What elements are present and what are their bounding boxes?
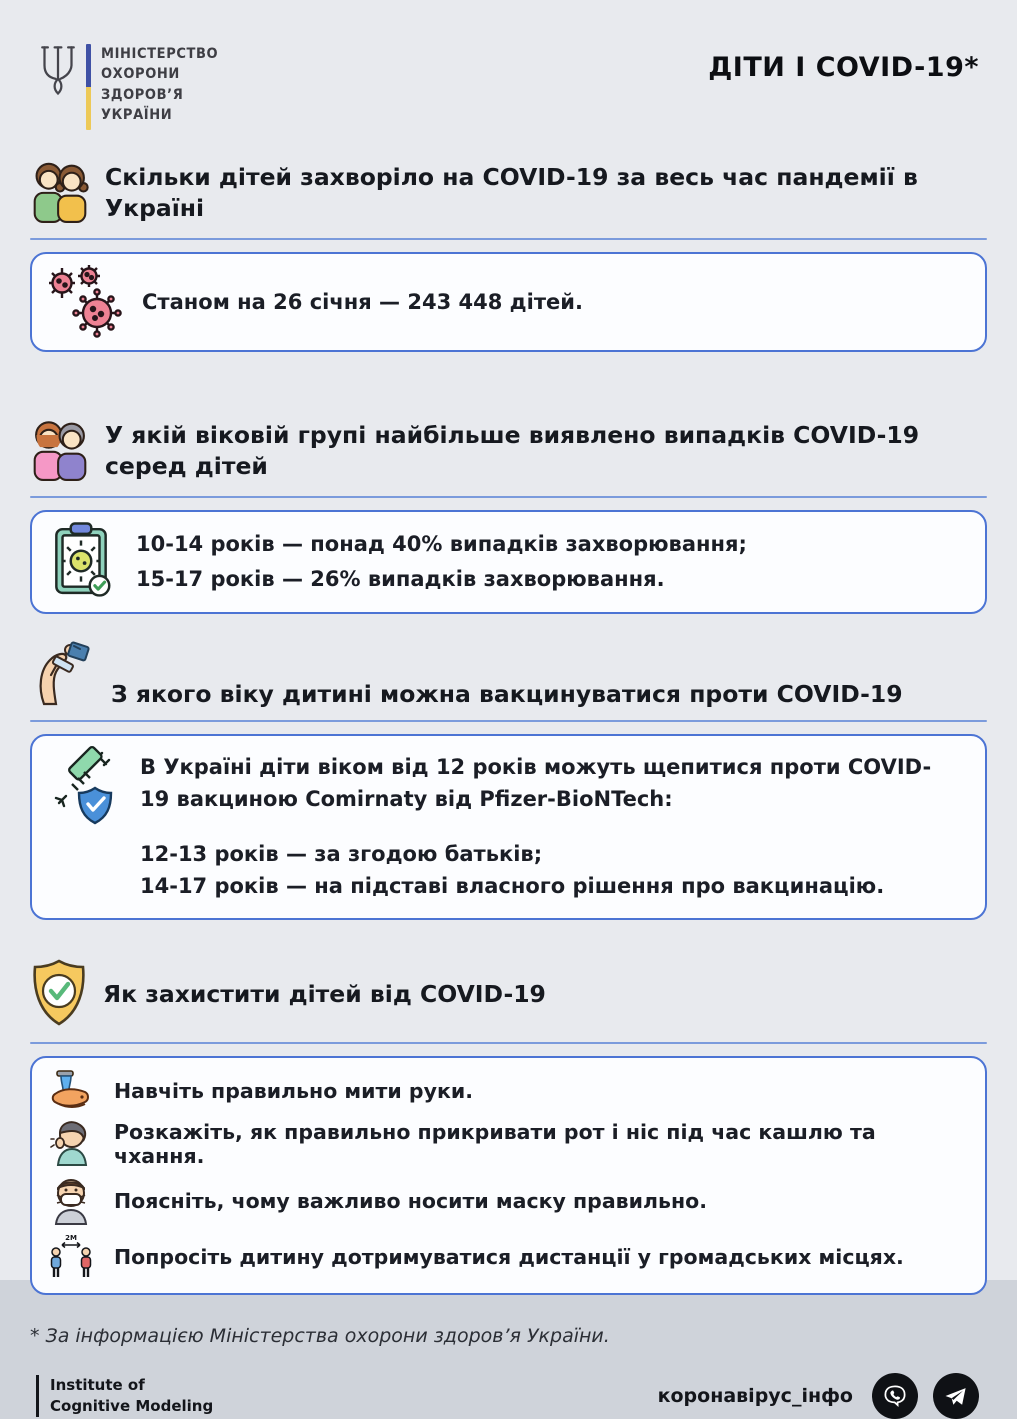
section-heading: З якого віку дитині можна вакцинуватися проти COVID-19 <box>111 679 903 708</box>
protection-tips-card <box>30 1056 987 1295</box>
section-vaccination-age <box>30 640 987 920</box>
distance-label: 2M <box>65 1234 77 1242</box>
clipboard-virus-icon <box>48 522 114 602</box>
section-heading: Скільки дітей захворіло на COVID-19 за весь час пандемії в Україні <box>105 162 918 222</box>
section-protection <box>30 958 987 1295</box>
tip-row <box>48 1176 965 1226</box>
vaccination-rule: 12-13 років — за згодою батьків; <box>140 842 543 866</box>
age-groups-card <box>30 510 987 614</box>
section-heading-row <box>30 958 987 1032</box>
channel-name: коронавірус_інфо <box>657 1385 853 1407</box>
institute-credit-line: Institute of <box>50 1376 145 1394</box>
footer-social <box>658 1373 979 1419</box>
vaccination-card <box>30 734 987 920</box>
age-groups-text <box>136 527 747 596</box>
tip-text: Розкажіть, як правильно прикривати рот і ніс під час кашлю та чхання. <box>114 1120 876 1168</box>
institute-credit <box>36 1375 213 1417</box>
vaccination-intro: В Україні діти віком від 12 років можуть щепитися проти COVID-19 вакциною Comirnaty від Pfizer-BioNTech: <box>140 755 932 811</box>
section-heading-row <box>30 416 987 486</box>
distance-icon <box>48 1233 94 1281</box>
vaccination-rule: 14-17 років — на підставі власного рішення про вакцинацію. <box>140 873 885 898</box>
shield-check-icon <box>30 958 88 1032</box>
ministry-name <box>101 44 218 125</box>
children-icon <box>30 158 90 228</box>
section-divider <box>30 720 987 722</box>
logo-divider-bar <box>86 44 91 130</box>
section-age-groups <box>30 416 987 614</box>
tip-row <box>48 1070 965 1112</box>
wash-hands-icon <box>48 1070 94 1112</box>
tip-text: Навчіть правильно мити руки. <box>114 1079 474 1103</box>
section-heading: Як захистити дітей від COVID-19 <box>103 980 546 1009</box>
vaccination-rules <box>140 839 940 902</box>
institute-credit-line: Cognitive Modeling <box>50 1397 214 1415</box>
section-heading-row <box>30 640 987 710</box>
tip-row <box>48 1119 965 1169</box>
section-divider <box>30 1042 987 1044</box>
tip-text: Поясніть, чому важливо носити маску правильно. <box>114 1189 708 1213</box>
vaccination-text <box>140 752 940 902</box>
ministry-name-line: МІНІСТЕРСТВО <box>101 46 219 62</box>
virus-icon <box>48 264 120 340</box>
footer <box>36 1373 979 1419</box>
viber-icon[interactable] <box>872 1373 918 1419</box>
section-heading-row <box>30 158 987 228</box>
cover-cough-icon <box>48 1119 94 1169</box>
ministry-name-line: УКРАЇНИ <box>101 106 173 123</box>
syringe-shield-icon <box>48 752 118 834</box>
tip-text: Попросіть дитину дотримуватися дистанції у громадських місцях. <box>114 1245 904 1269</box>
trident-icon <box>40 44 76 102</box>
source-footnote: * За інформацією Міністерства охорони здоров’я України. <box>30 1325 610 1347</box>
total-cases-text: Станом на 26 січня — 243 448 дітей. <box>142 289 583 314</box>
section-divider <box>30 238 987 240</box>
ministry-name-line: ЗДОРОВ’Я <box>101 86 184 103</box>
ministry-logo <box>40 44 218 130</box>
section-total-cases <box>30 158 987 352</box>
age-group-line: 10-14 років — понад 40% випадків захворювання; <box>136 532 747 557</box>
telegram-icon[interactable] <box>933 1373 979 1419</box>
section-heading: У якій віковій групі найбільше виявлено випадків COVID-19 серед дітей <box>105 420 920 480</box>
ministry-name-line: ОХОРОНИ <box>101 66 180 83</box>
header <box>0 0 1017 130</box>
page-title: ДІТИ І COVID-19* <box>708 52 979 83</box>
tip-row <box>48 1233 965 1281</box>
vaccination-arm-icon <box>30 640 96 710</box>
teenagers-icon <box>30 416 90 486</box>
section-divider <box>30 496 987 498</box>
age-group-line: 15-17 років — 26% випадків захворювання. <box>136 567 665 591</box>
total-cases-card <box>30 252 987 352</box>
face-mask-icon <box>48 1176 94 1226</box>
